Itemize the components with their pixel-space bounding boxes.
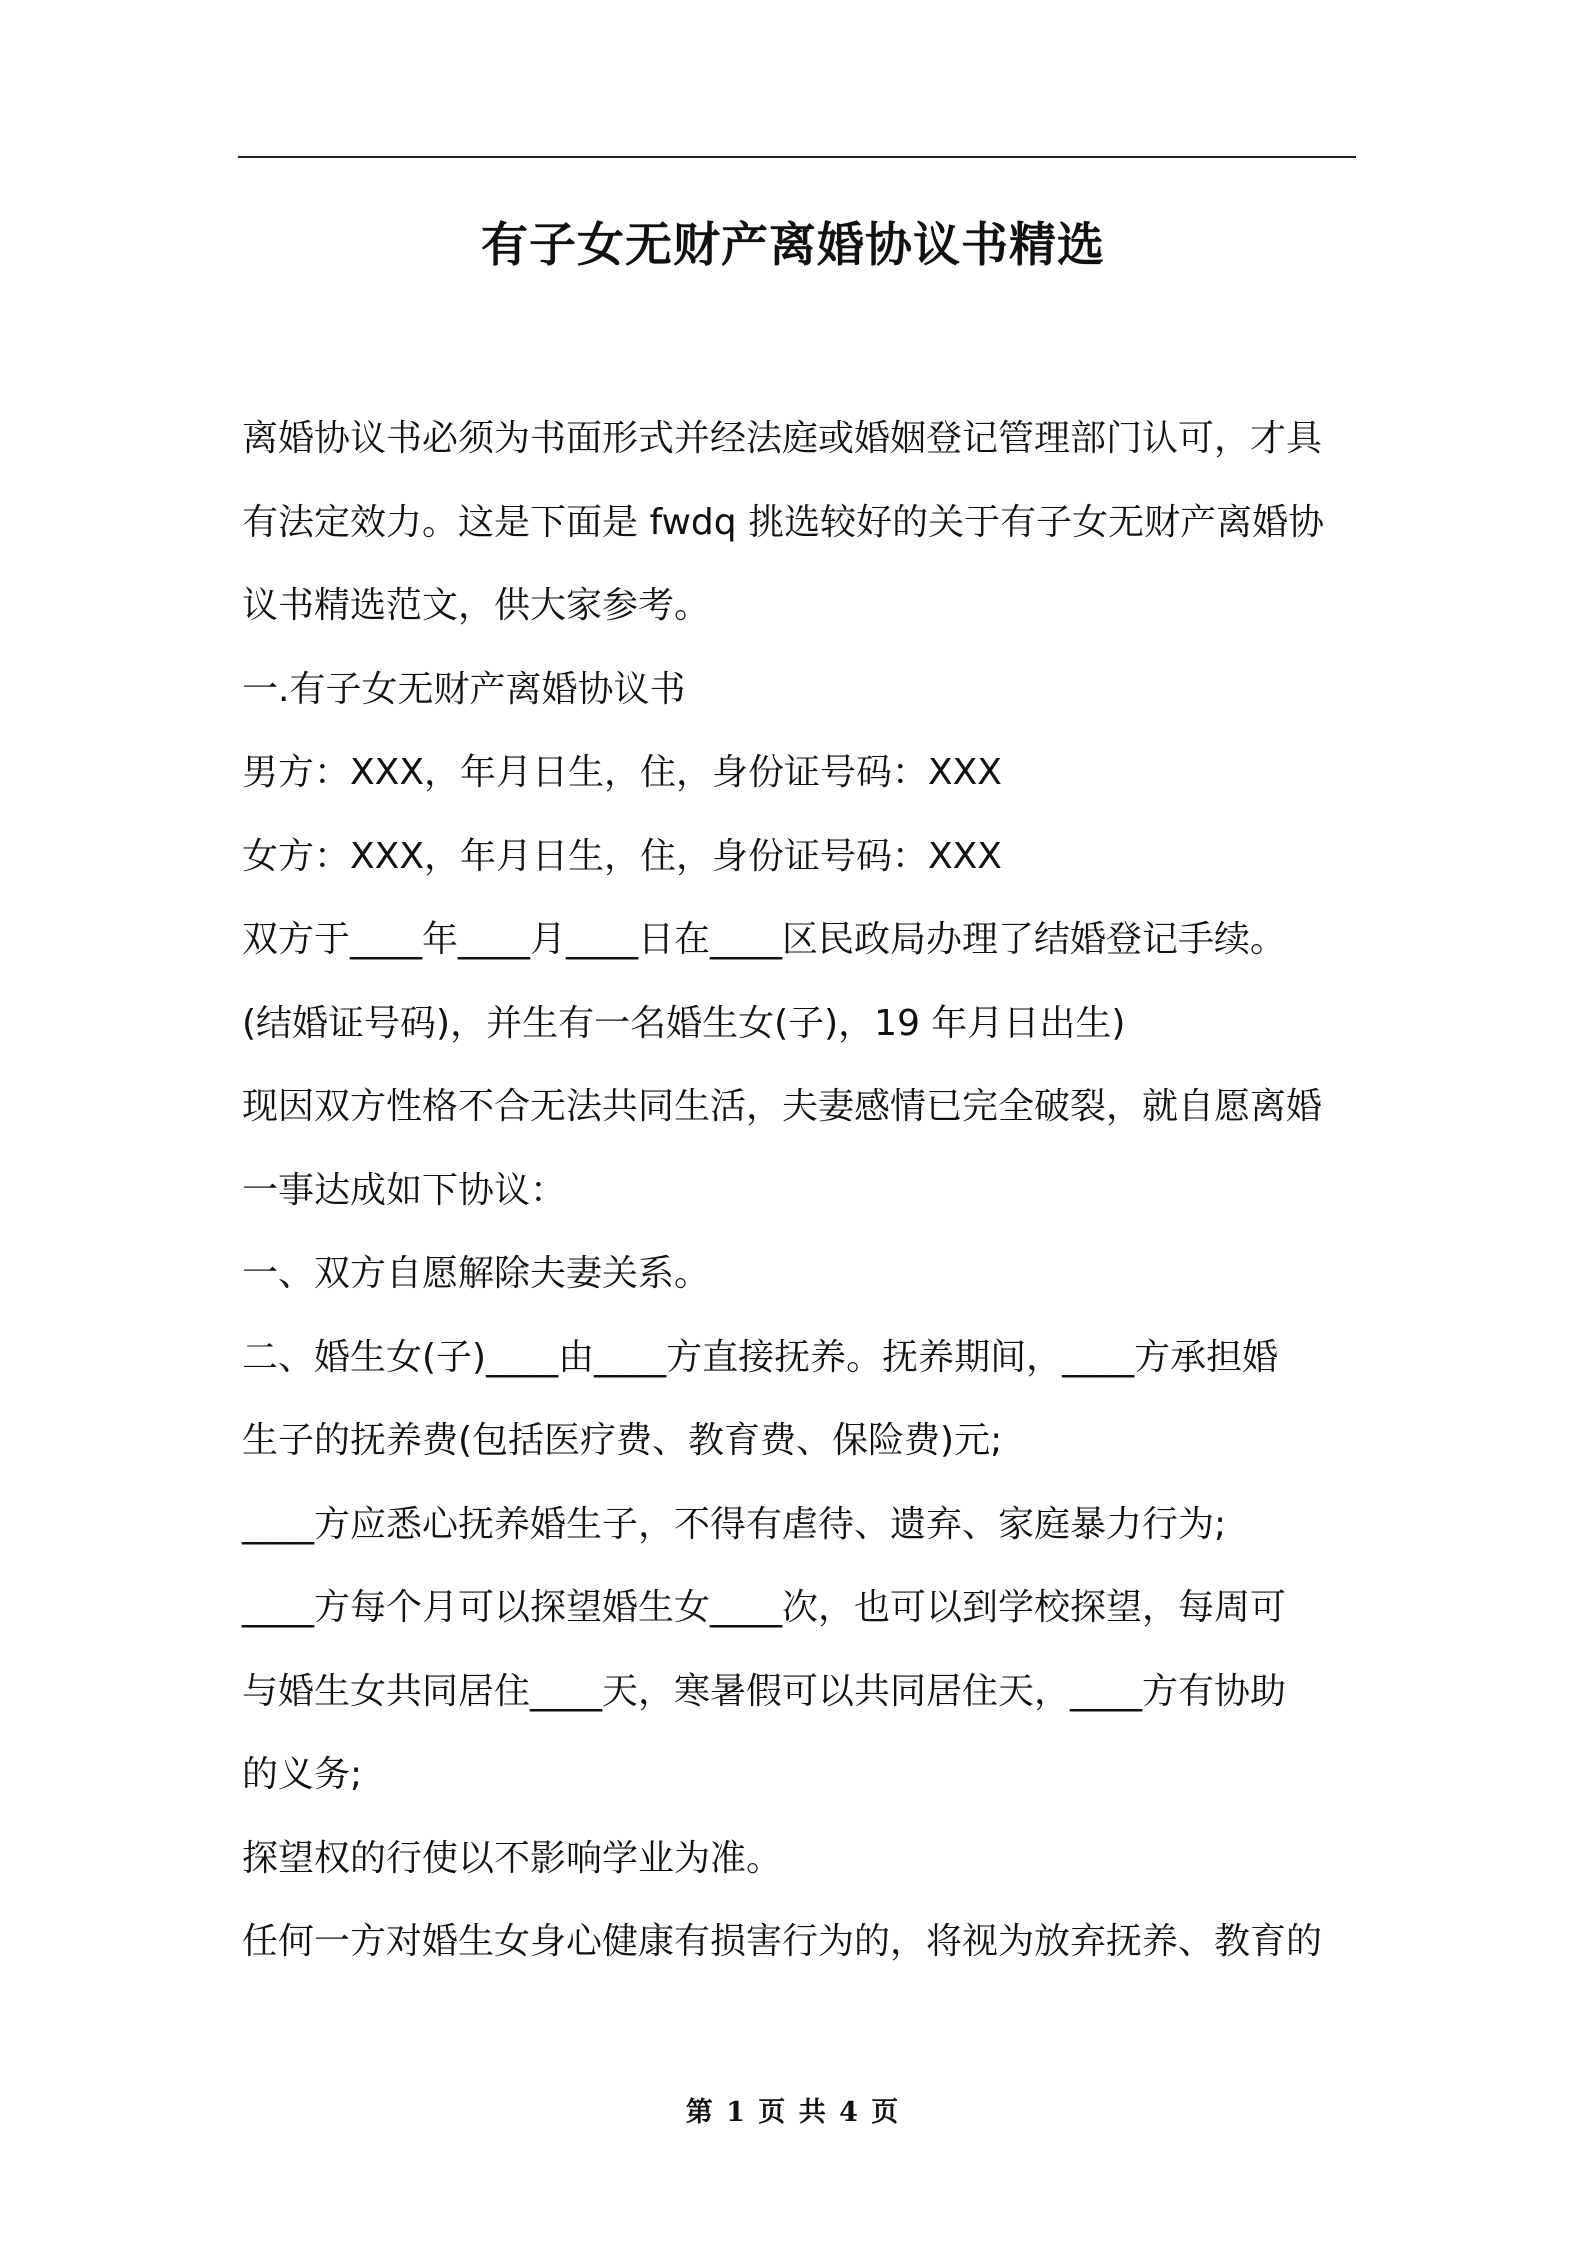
- body-line: 与婚生女共同居住____天，寒暑假可以共同居住天，____方有协助: [242, 1670, 1287, 1712]
- body-line: 一事达成如下协议：: [242, 1169, 567, 1211]
- body-line: ____方每个月可以探望婚生女____次，也可以到学校探望，每周可: [242, 1587, 1287, 1628]
- body-line: 的义务;: [242, 1754, 363, 1795]
- body-line: 双方于____年____月____日在____区民政局办理了结婚登记手续。: [242, 919, 1287, 960]
- body-line: 任何一方对婚生女身心健康有损害行为的，将视为放弃抚养、教育的: [242, 1921, 1323, 1962]
- body-line: 男方：XXX，年月日生，住，身份证号码：XXX: [242, 752, 1002, 793]
- body-line: 生子的抚养费(包括医疗费、教育费、保险费)元;: [242, 1420, 1003, 1461]
- body-line: 二、婚生女(子)____由____方直接抚养。抚养期间，____方承担婚: [242, 1336, 1279, 1378]
- body-line: 有法定效力。这是下面是 fwdq 挑选较好的关于有子女无财产离婚协: [242, 501, 1325, 543]
- body-line: (结婚证号码)，并生有一名婚生女(子)，19 年月日出生): [242, 1002, 1126, 1044]
- body-line: 议书精选范文，供大家参考。: [242, 585, 711, 626]
- header-rule: [238, 156, 1356, 158]
- page-footer: 第 1 页 共 4 页: [685, 2097, 901, 2128]
- body-line: ____方应悉心抚养婚生子，不得有虐待、遗弃、家庭暴力行为;: [242, 1503, 1227, 1545]
- body-line: 探望权的行使以不影响学业为准。: [242, 1837, 783, 1879]
- body-line: 现因双方性格不合无法共同生活，夫妻感情已完全破裂，就自愿离婚: [242, 1086, 1323, 1127]
- section-heading: 一.有子女无财产离婚协议书: [242, 668, 686, 710]
- body-line: 离婚协议书必须为书面形式并经法庭或婚姻登记管理部门认可，才具: [242, 418, 1323, 459]
- document-body: [242, 404, 1356, 1991]
- document-title: 有子女无财产离婚协议书精选: [481, 218, 1105, 273]
- body-line: 女方：XXX，年月日生，住，身份证号码：XXX: [242, 835, 1002, 877]
- body-line: 一、双方自愿解除夫妻关系。: [242, 1253, 711, 1294]
